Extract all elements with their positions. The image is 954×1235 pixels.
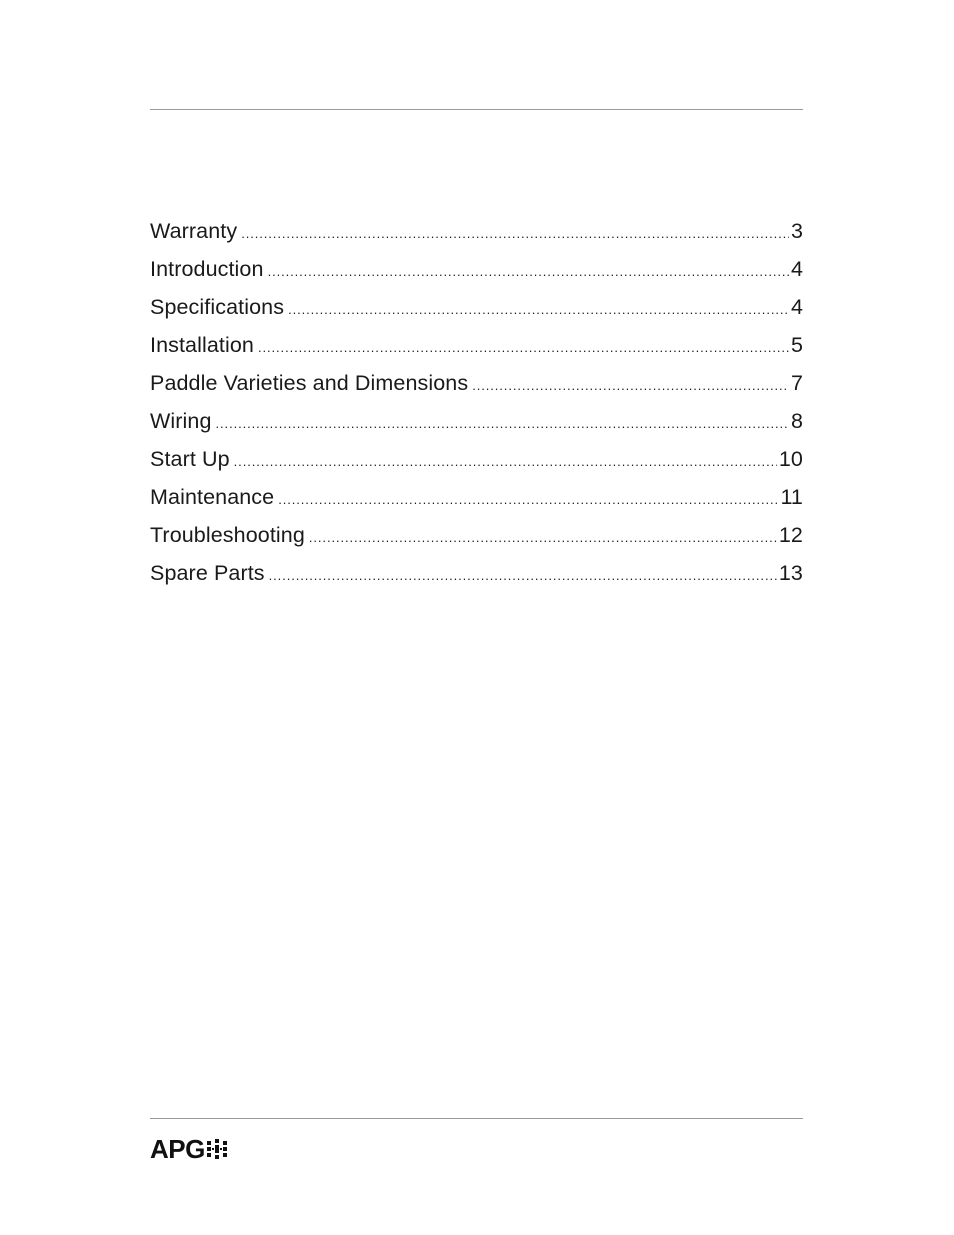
apg-logo bbox=[150, 1135, 227, 1163]
toc-entry-title: Wiring bbox=[150, 409, 212, 433]
toc-entry-title: Start Up bbox=[150, 447, 230, 471]
toc-leader-dots bbox=[309, 519, 777, 557]
grid-dots-icon bbox=[207, 1139, 227, 1159]
toc-entry-page: 13 bbox=[778, 561, 803, 585]
toc-entry-introduction[interactable] bbox=[150, 250, 803, 288]
toc-leader-dots bbox=[258, 329, 789, 367]
toc-entry-specifications[interactable] bbox=[150, 288, 803, 326]
toc-leader-dots bbox=[216, 405, 789, 443]
toc-entry-title: Maintenance bbox=[150, 485, 275, 509]
logo-wordmark: APG bbox=[150, 1134, 205, 1164]
toc-entry-installation[interactable] bbox=[150, 326, 803, 364]
top-divider bbox=[150, 109, 803, 110]
toc-leader-dots bbox=[278, 481, 778, 519]
table-of-contents bbox=[150, 212, 803, 592]
toc-entry-wiring[interactable] bbox=[150, 402, 803, 440]
toc-entry-paddle-varieties[interactable] bbox=[150, 364, 803, 402]
toc-leader-dots bbox=[269, 557, 777, 595]
toc-entry-spare-parts[interactable] bbox=[150, 554, 803, 592]
toc-entry-title: Warranty bbox=[150, 219, 238, 243]
toc-entry-page: 8 bbox=[790, 409, 803, 433]
toc-entry-title: Spare Parts bbox=[150, 561, 265, 585]
toc-entry-troubleshooting[interactable] bbox=[150, 516, 803, 554]
toc-entry-title: Installation bbox=[150, 333, 254, 357]
toc-leader-dots bbox=[472, 367, 789, 405]
toc-entry-title: Specifications bbox=[150, 295, 285, 319]
toc-entry-page: 4 bbox=[790, 295, 803, 319]
toc-entry-page: 10 bbox=[778, 447, 803, 471]
toc-entry-page: 3 bbox=[790, 219, 803, 243]
toc-entry-title: Paddle Varieties and Dimensions bbox=[150, 371, 469, 395]
toc-entry-warranty[interactable] bbox=[150, 212, 803, 250]
toc-entry-page: 11 bbox=[780, 485, 803, 509]
toc-entry-maintenance[interactable] bbox=[150, 478, 803, 516]
toc-entry-title: Introduction bbox=[150, 257, 264, 281]
toc-entry-page: 12 bbox=[778, 523, 803, 547]
toc-entry-title: Troubleshooting bbox=[150, 523, 305, 547]
bottom-divider bbox=[150, 1118, 803, 1119]
toc-leader-dots bbox=[268, 253, 789, 291]
toc-entry-page: 7 bbox=[790, 371, 803, 395]
toc-leader-dots bbox=[241, 215, 789, 253]
toc-leader-dots bbox=[288, 291, 789, 329]
toc-entry-page: 4 bbox=[790, 257, 803, 281]
toc-leader-dots bbox=[234, 443, 777, 481]
toc-entry-page: 5 bbox=[790, 333, 803, 357]
toc-entry-start-up[interactable] bbox=[150, 440, 803, 478]
